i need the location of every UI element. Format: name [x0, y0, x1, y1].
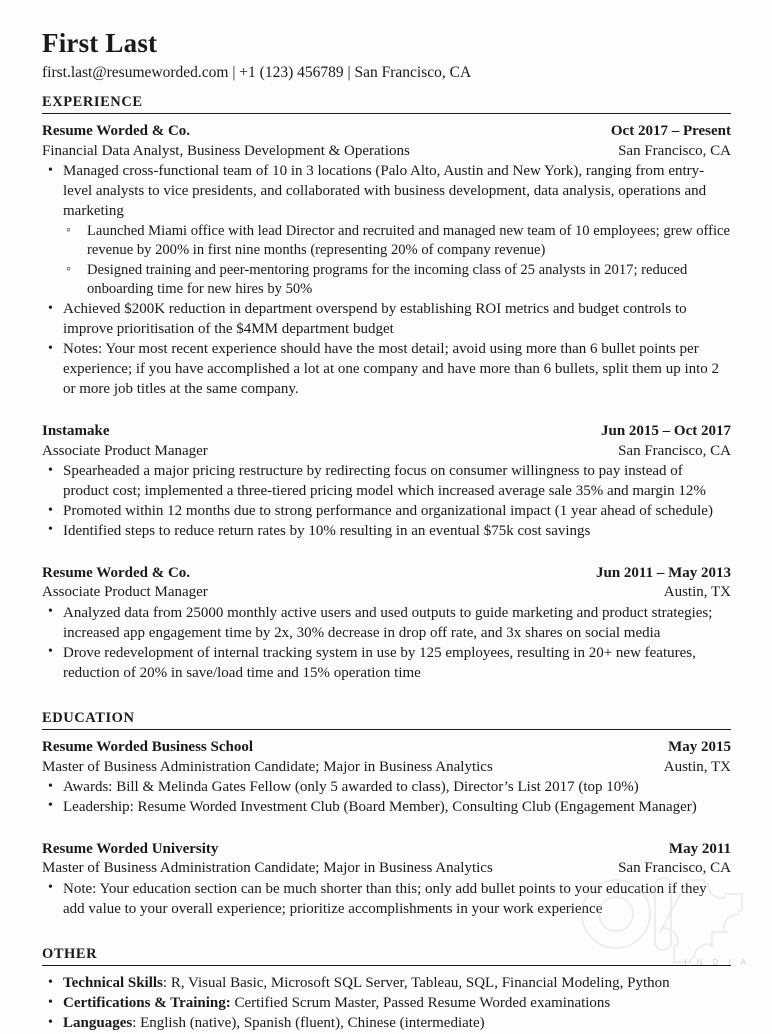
employer-name: Instamake	[42, 423, 110, 440]
bullet-list	[42, 604, 731, 684]
other-list	[42, 974, 731, 1034]
school-name: Resume Worded Business School	[42, 739, 254, 756]
bullet-list	[42, 300, 731, 400]
entry-sub-row	[42, 442, 731, 462]
bullet-item: • Analyzed data from 25000 monthly active users and used outputs to guide marketing and product strategies; increased app engagement time by 2x, 30% decrease in drop off rate, and 3x shares on social media	[42, 604, 731, 644]
entry-spacer	[42, 412, 731, 422]
other-item-label: Technical Skills	[63, 975, 163, 992]
degree: Master of Business Administration Candidate; Major in Business Analytics	[42, 758, 493, 775]
entry-top-row	[42, 840, 731, 860]
graduation-date: May 2015	[668, 739, 731, 756]
bullet-item: • Awards: Bill & Melinda Gates Fellow (only 5 awarded to class), Director’s List 2017 (top 10%)	[42, 778, 731, 798]
employment-dates: Jun 2015 – Oct 2017	[600, 423, 731, 440]
olx-watermark-sublabel: I N D I A	[684, 958, 750, 967]
bullet-item: • Achieved $200K reduction in department overspend by establishing ROI metrics and budget controls to improve prioritisation of the $4MM department budget	[42, 300, 731, 340]
entry-spacer	[42, 554, 731, 564]
section-divider	[42, 113, 731, 114]
other-item-value: : R, Visual Basic, Microsoft SQL Server, Tableau, SQL, Financial Modeling, Python	[162, 975, 670, 992]
other-item	[42, 974, 731, 994]
section-experience	[42, 94, 731, 684]
graduation-date: May 2011	[668, 840, 731, 857]
experience-entry	[42, 564, 731, 684]
entry-sub-row	[42, 583, 731, 603]
sub-bullet-item: ◦ Launched Miami office with lead Director and recruited and managed new team of 10 employees; grew office revenue by 200% in first nine months (representing 20% of company revenue)	[42, 222, 731, 261]
degree: Master of Business Administration Candidate; Major in Business Analytics	[42, 860, 493, 877]
candidate-name: First Last	[42, 28, 158, 58]
entry-top-row	[42, 738, 731, 758]
bullet-item: • Note: Your education section can be much shorter than this; only add bullet points to your education if they add value to your overall experience; prioritize accomplishments in your work experience	[42, 880, 731, 920]
education-entry	[42, 840, 731, 920]
bullet-item: • Leadership: Resume Worded Investment Club (Board Member), Consulting Club (Engagement Manager)	[42, 798, 731, 818]
sub-bullet-item: ◦ Designed training and peer-mentoring programs for the incoming class of 25 analysts in 2017; reduced onboarding time for new hires by 50%	[42, 261, 731, 300]
entry-sub-row	[42, 859, 731, 879]
school-name: Resume Worded University	[42, 840, 219, 857]
job-location: San Francisco, CA	[618, 442, 731, 459]
section-spacer	[42, 696, 731, 710]
school-location: Austin, TX	[663, 758, 731, 775]
school-location: San Francisco, CA	[618, 860, 731, 877]
bullet-list	[42, 880, 731, 920]
employer-name: Resume Worded & Co.	[42, 123, 191, 140]
employer-name: Resume Worded & Co.	[42, 564, 191, 581]
bullet-list	[42, 162, 731, 222]
job-location: San Francisco, CA	[618, 142, 731, 159]
bullet-item: • Promoted within 12 months due to strong performance and organizational impact (1 year ahead of schedule)	[42, 502, 731, 522]
entry-top-row	[42, 122, 731, 142]
section-title-experience: EXPERIENCE	[42, 93, 143, 110]
other-item-value: : English (native), Spanish (fluent), Chinese (intermediate)	[132, 1015, 485, 1032]
entry-sub-row	[42, 758, 731, 778]
other-item-label: Languages	[63, 1015, 133, 1032]
section-divider	[42, 965, 731, 966]
entry-sub-row	[42, 142, 731, 162]
bullet-item: • Drove redevelopment of internal tracking system in use by 125 employees, resulting in 20+ new features, reduction of 20% in save/load time and 15% operation time	[42, 644, 731, 684]
other-item	[42, 994, 731, 1014]
bullet-item: • Identified steps to reduce return rates by 10% resulting in an eventual $75k cost savings	[42, 522, 731, 542]
section-other	[42, 946, 731, 1034]
experience-entry	[42, 422, 731, 542]
entry-top-row	[42, 422, 731, 442]
education-entry	[42, 738, 731, 818]
bullet-item: • Spearheaded a major pricing restructure by redirecting focus on consumer willingness to pay instead of product cost; implemented a three-tiered pricing model which increased average sale 35% and margin 12%	[42, 462, 731, 502]
section-divider	[42, 729, 731, 730]
resume-header	[42, 28, 731, 83]
employment-dates: Jun 2011 – May 2013	[595, 564, 731, 581]
entry-top-row	[42, 564, 731, 584]
other-item-label: Certifications & Training:	[63, 995, 231, 1012]
section-education	[42, 710, 731, 920]
section-title-education: EDUCATION	[42, 709, 135, 726]
job-title: Associate Product Manager	[42, 442, 208, 459]
bullet-item: • Managed cross-functional team of 10 in 3 locations (Palo Alto, Austin and New York), ranging from entry-level analysts to vice presidents, and collaborated with business development, data analysis, operations and marketing	[42, 162, 731, 222]
other-item	[42, 1014, 731, 1034]
bullet-item: • Notes: Your most recent experience should have the most detail; avoid using more than 6 bullet points per experience; if you have accomplished a lot at one company and have more than 6 bullets, split them up into 2 or more job titles at the same company.	[42, 340, 731, 400]
job-title: Associate Product Manager	[42, 584, 208, 601]
job-title: Financial Data Analyst, Business Development & Operations	[42, 142, 410, 159]
bullet-list	[42, 462, 731, 542]
entry-spacer	[42, 830, 731, 840]
employment-dates: Oct 2017 – Present	[610, 123, 731, 140]
job-location: Austin, TX	[663, 584, 731, 601]
other-item-value: Certified Scrum Master, Passed Resume Worded examinations	[230, 995, 611, 1012]
sub-bullet-list	[42, 222, 731, 300]
experience-entry	[42, 122, 731, 400]
section-title-other: OTHER	[42, 945, 98, 962]
contact-line: first.last@resumeworded.com | +1 (123) 456789 | San Francisco, CA	[42, 64, 472, 82]
section-spacer	[42, 932, 731, 946]
bullet-list	[42, 778, 731, 818]
